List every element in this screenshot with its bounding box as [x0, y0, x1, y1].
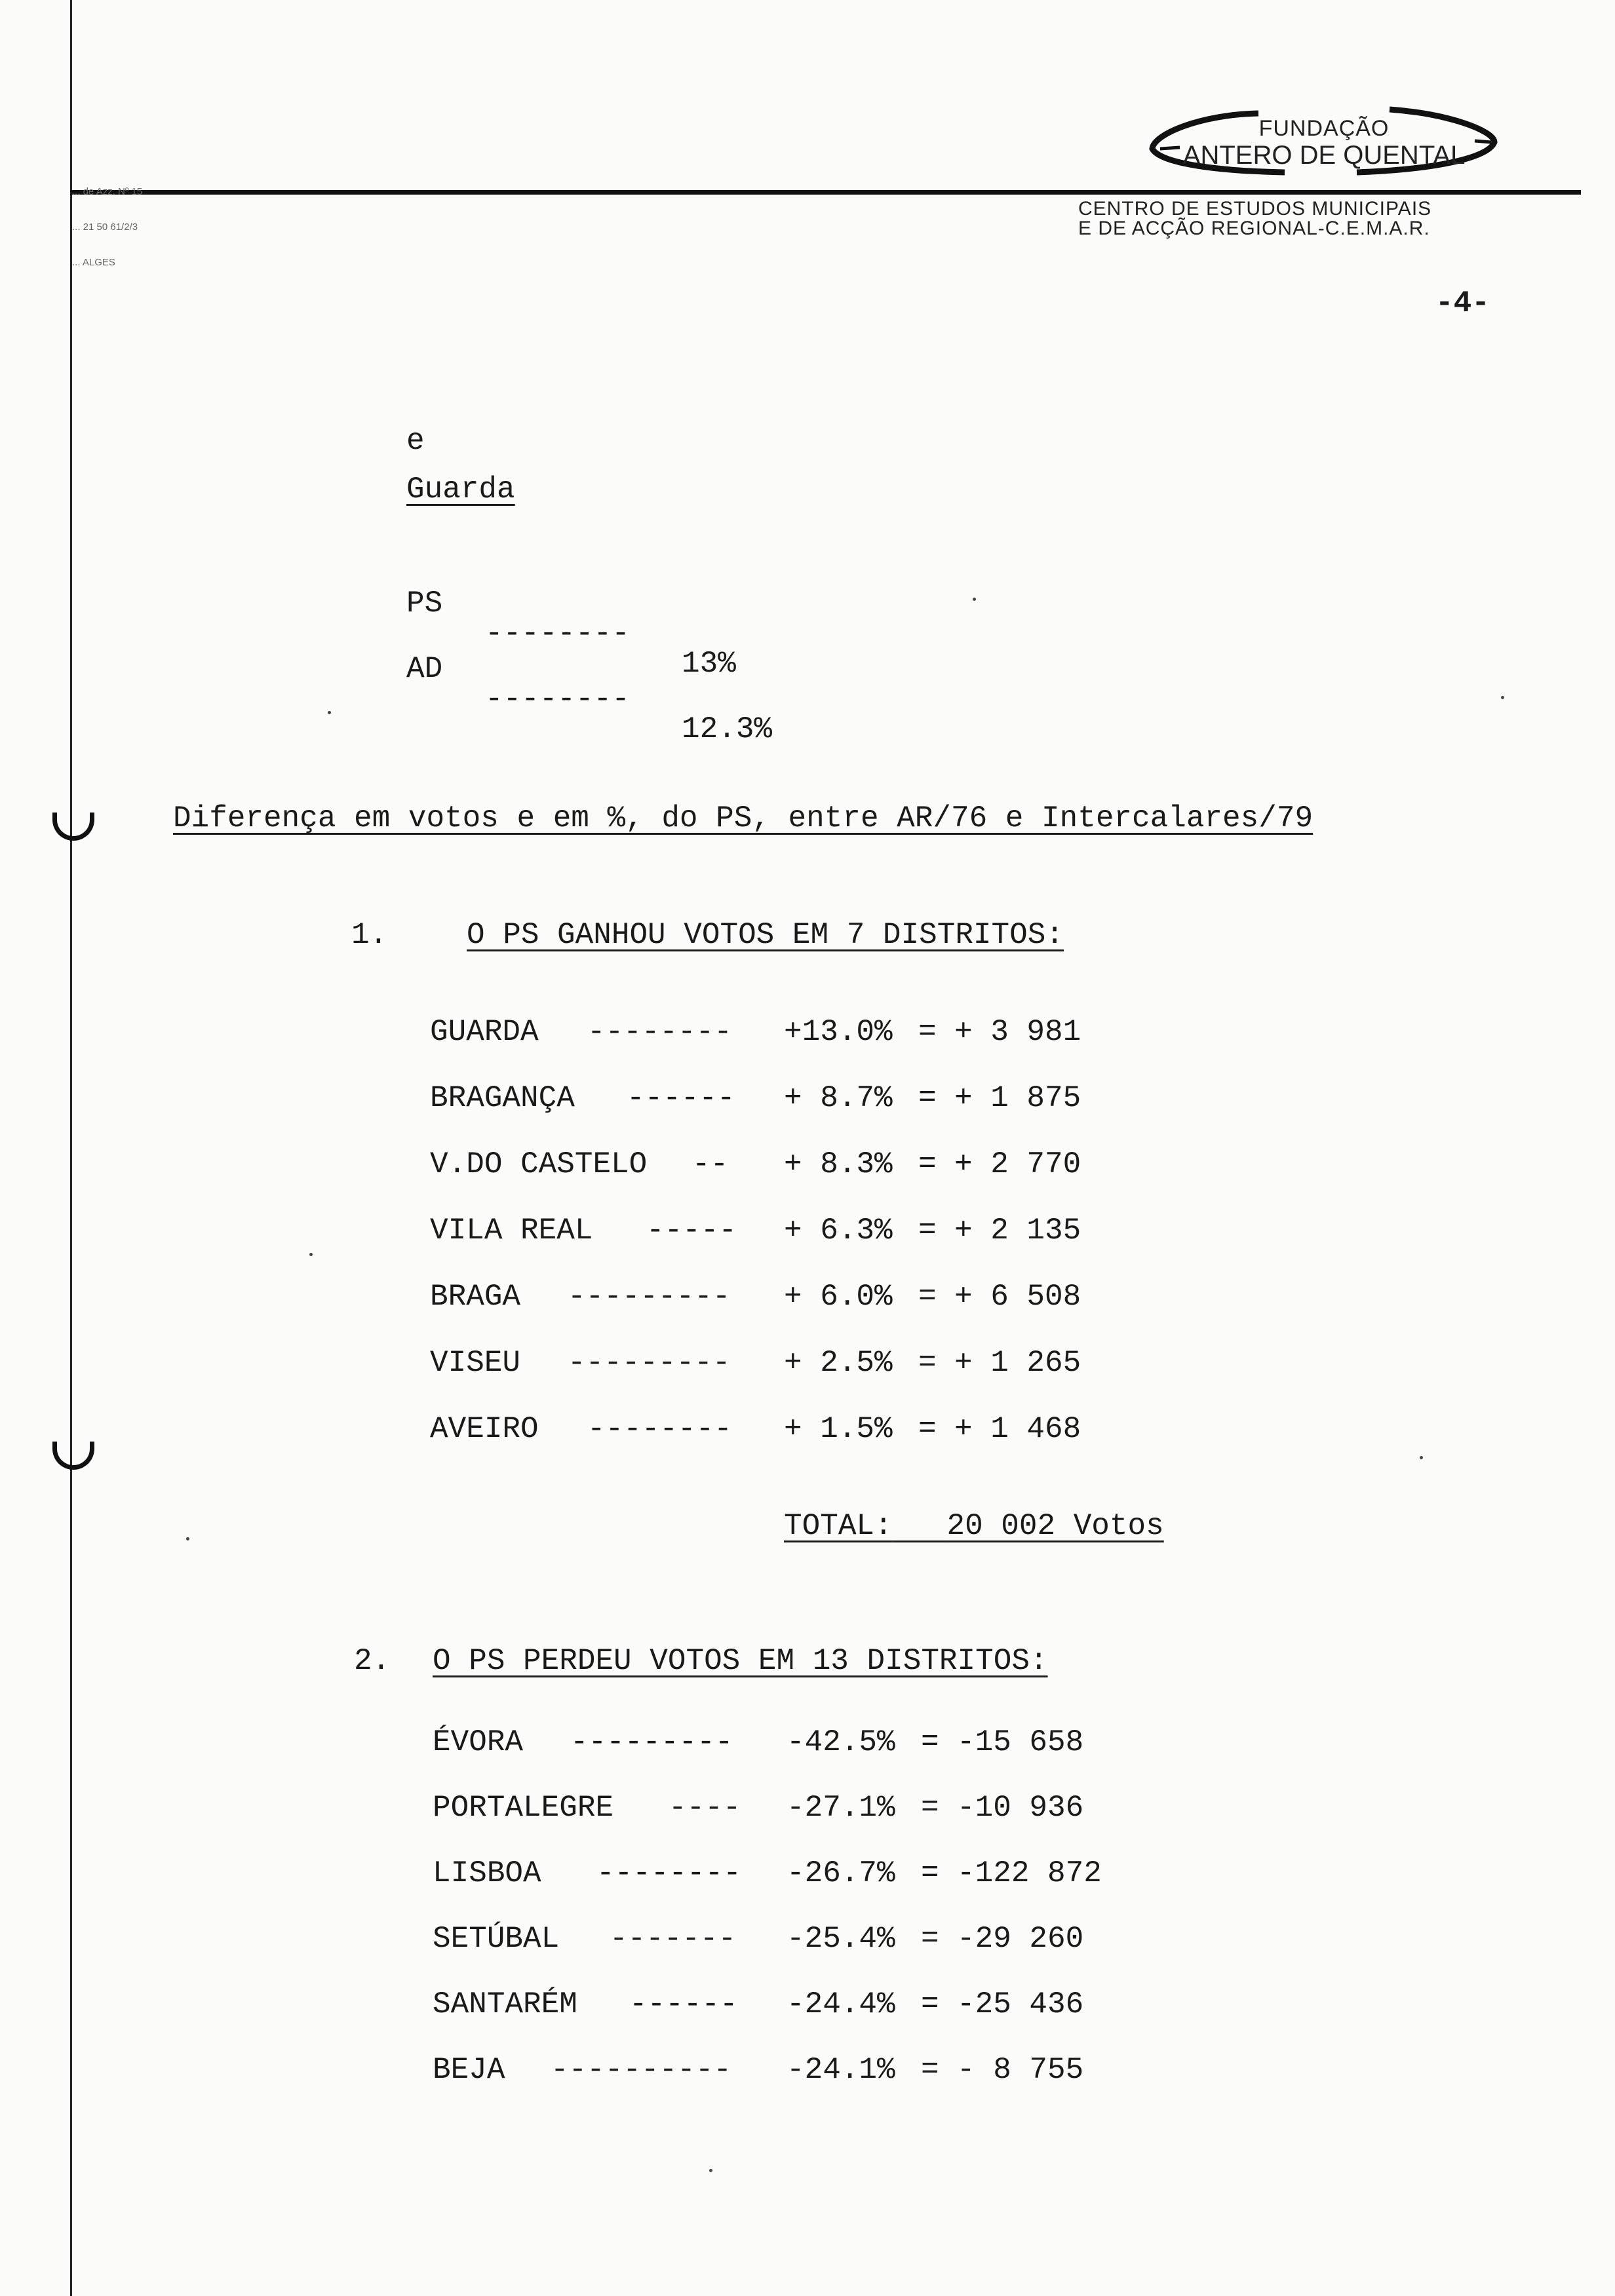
- total-value: 20 002 Votos: [946, 1509, 1164, 1543]
- equals-sign: =: [918, 1147, 937, 1181]
- equals-sign: =: [921, 1987, 939, 2021]
- district-name: ÉVORA: [433, 1725, 524, 1759]
- percentage-change: + 8.3%: [784, 1147, 893, 1181]
- percentage-change: +13.0%: [784, 1015, 893, 1049]
- district-name: BRAGANÇA: [430, 1081, 575, 1115]
- vote-difference: + 1 265: [954, 1346, 1081, 1380]
- district-name: VISEU: [430, 1346, 521, 1380]
- vote-difference: -10 936: [957, 1791, 1084, 1825]
- total-line: [784, 1511, 1164, 1541]
- vote-difference: + 2 770: [954, 1147, 1081, 1181]
- leader-dashes: ---------: [568, 1346, 731, 1380]
- equals-sign: =: [921, 1791, 939, 1825]
- equals-sign: =: [921, 1922, 939, 1956]
- section-title: Diferença em votos e em %, do PS, entre AR/76 e Intercalares/79: [173, 801, 1313, 835]
- percentage-change: + 2.5%: [784, 1346, 893, 1380]
- equals-sign: =: [918, 1081, 937, 1115]
- equals-sign: =: [918, 1015, 937, 1049]
- percentage-value: 12.3%: [682, 712, 773, 746]
- scan-speck: [973, 598, 976, 601]
- stamp-line: ... 21 50 61/2/3: [72, 221, 138, 233]
- left-margin-line: [70, 0, 72, 2296]
- punch-hole-mark: [52, 1442, 94, 1470]
- table-row: [433, 1924, 1154, 1957]
- list-number: 1.: [351, 918, 388, 952]
- party-label: AD: [406, 652, 443, 686]
- district-name: SETÚBAL: [433, 1922, 560, 1956]
- leader-dashes: --: [692, 1147, 729, 1181]
- scan-speck: [1420, 1456, 1423, 1459]
- leader-dashes: --------: [587, 1412, 732, 1446]
- leader-dashes: ----: [669, 1791, 741, 1825]
- vote-difference: + 1 875: [954, 1081, 1081, 1115]
- equals-sign: =: [918, 1412, 937, 1446]
- table-row: [430, 1017, 1151, 1050]
- equals-sign: =: [921, 1725, 939, 1759]
- percentage-change: + 6.3%: [784, 1214, 893, 1248]
- lost-heading: O PS PERDEU VOTOS EM 13 DISTRITOS:: [433, 1644, 1048, 1678]
- logo-bottom-text: ANTERO DE QUENTAL: [1182, 141, 1466, 170]
- leader-dashes: --------: [587, 1015, 732, 1049]
- table-row: [430, 1348, 1151, 1381]
- equals-sign: =: [921, 1856, 939, 1890]
- stamp-line: ... de Azz. Nº 15: [72, 186, 143, 197]
- district-name: PORTALEGRE: [433, 1791, 614, 1825]
- conjunction-text: e: [406, 424, 425, 458]
- district-name: BRAGA: [430, 1280, 521, 1314]
- leader-dashes: ---------: [570, 1725, 733, 1759]
- table-row: [433, 1989, 1154, 2022]
- table-row: [430, 1282, 1151, 1314]
- district-name: BEJA: [433, 2053, 505, 2087]
- leader-dashes: --------: [485, 617, 630, 651]
- equals-sign: =: [918, 1280, 937, 1314]
- vote-difference: -29 260: [957, 1922, 1084, 1956]
- percentage-change: + 8.7%: [784, 1081, 893, 1115]
- vote-difference: -25 436: [957, 1987, 1084, 2021]
- address-stamp: [72, 163, 142, 280]
- leader-dashes: ----------: [551, 2053, 732, 2087]
- equals-sign: =: [918, 1346, 937, 1380]
- table-row: [433, 1727, 1154, 1760]
- vote-difference: + 3 981: [954, 1015, 1081, 1049]
- district-heading: Guarda: [406, 472, 515, 507]
- vote-difference: - 8 755: [957, 2053, 1084, 2087]
- equals-sign: =: [918, 1214, 937, 1248]
- leader-dashes: ------: [627, 1081, 735, 1115]
- district-name: LISBOA: [433, 1856, 541, 1890]
- leader-dashes: -----: [646, 1214, 737, 1248]
- percentage-change: -42.5%: [787, 1725, 895, 1759]
- district-name: AVEIRO: [430, 1412, 539, 1446]
- scan-speck: [709, 2169, 712, 2172]
- page-number: -4-: [1435, 286, 1490, 320]
- vote-difference: -122 872: [957, 1856, 1102, 1890]
- percentage-change: + 6.0%: [784, 1280, 893, 1314]
- vote-difference: + 6 508: [954, 1280, 1081, 1314]
- leader-dashes: ---------: [568, 1280, 731, 1314]
- total-label: TOTAL:: [784, 1509, 893, 1543]
- percentage-change: -24.4%: [787, 1987, 895, 2021]
- district-name: SANTARÉM: [433, 1987, 577, 2021]
- equals-sign: =: [921, 2053, 939, 2087]
- gained-heading: O PS GANHOU VOTOS EM 7 DISTRITOS:: [467, 918, 1064, 952]
- table-row: [433, 1858, 1154, 1891]
- table-row: [433, 1793, 1154, 1826]
- foundation-logo: [1140, 102, 1508, 180]
- scan-speck: [309, 1253, 313, 1256]
- table-row: [433, 2055, 1154, 2088]
- district-name: VILA REAL: [430, 1214, 593, 1248]
- scan-speck: [186, 1537, 189, 1540]
- center-name-line2: E DE ACÇÃO REGIONAL-C.E.M.A.R.: [1078, 218, 1430, 239]
- vote-difference: -15 658: [957, 1725, 1084, 1759]
- logo-top-text: FUNDAÇÃO: [1258, 116, 1390, 141]
- scan-speck: [328, 711, 331, 714]
- leader-dashes: -------: [610, 1922, 737, 1956]
- center-name-line1: CENTRO DE ESTUDOS MUNICIPAIS: [1078, 198, 1432, 220]
- leader-dashes: ------: [629, 1987, 738, 2021]
- percentage-change: -26.7%: [787, 1856, 895, 1890]
- table-row: [430, 1149, 1151, 1182]
- percentage-change: -27.1%: [787, 1791, 895, 1825]
- leader-dashes: --------: [596, 1856, 741, 1890]
- stamp-line: ... ALGES: [72, 257, 115, 268]
- vote-difference: + 1 468: [954, 1412, 1081, 1446]
- party-label: PS: [406, 586, 443, 621]
- vote-difference: + 2 135: [954, 1214, 1081, 1248]
- percentage-change: -25.4%: [787, 1922, 895, 1956]
- list-number: 2.: [354, 1644, 391, 1678]
- punch-hole-mark: [52, 813, 94, 841]
- header-rule: [70, 190, 1581, 195]
- table-row: [430, 1083, 1151, 1116]
- percentage-value: 13%: [682, 647, 736, 681]
- scan-speck: [1501, 696, 1504, 699]
- table-row: [430, 1414, 1151, 1447]
- district-name: V.DO CASTELO: [430, 1147, 648, 1181]
- table-row: [430, 1215, 1151, 1248]
- percentage-change: + 1.5%: [784, 1412, 893, 1446]
- percentage-change: -24.1%: [787, 2053, 895, 2087]
- leader-dashes: --------: [485, 682, 630, 716]
- district-name: GUARDA: [430, 1015, 539, 1049]
